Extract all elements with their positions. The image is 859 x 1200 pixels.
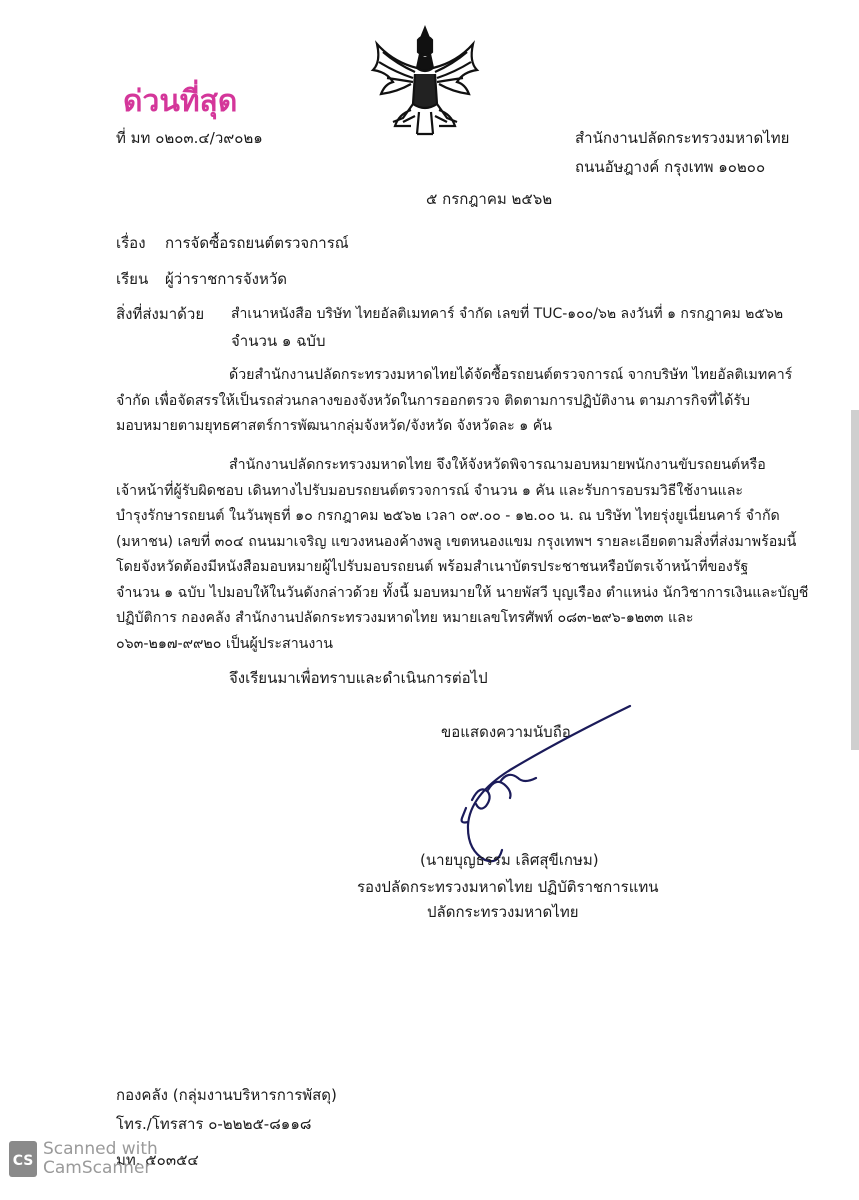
paragraph-2-line: (มหาชน) เลขที่ ๓๐๔ ถนนมาเจริญ แขวงหนองค้างพลู เขตหนองแขม กรุงเทพฯ รายละเอียดตามสิ่งที่ส่งมาพร้อมนี้: [116, 533, 797, 550]
paragraph-1-line: ด้วยสำนักงานปลัดกระทรวงมหาดไทยได้จัดซื้อรถยนต์ตรวจการณ์ จากบริษัท ไทยอัลติเมทคาร์: [229, 367, 793, 383]
letter-date: ๕ กรกฎาคม ๒๕๖๒: [426, 190, 553, 208]
subject-label: เรื่อง: [116, 234, 146, 252]
office-address: ถนนอัษฎางค์ กรุงเทพ ๑๐๒๐๐: [575, 158, 766, 176]
office-name: สำนักงานปลัดกระทรวงมหาดไทย: [575, 129, 790, 147]
page-edge-marker: [851, 410, 859, 750]
signer-title-2: ปลัดกระทรวงมหาดไทย: [427, 903, 579, 921]
subject-text: การจัดซื้อรถยนต์ตรวจการณ์: [165, 234, 349, 252]
paragraph-2-line: บำรุงรักษารถยนต์ ในวันพุธที่ ๑๐ กรกฎาคม ๒๕๖๒ เวลา ๐๙.๐๐ - ๑๒.๐๐ น. ณ บริษัท ไทยรุ่งยูเนี่ยนคาร์ จำกัด: [116, 508, 780, 524]
watermark-line-2: CamScanner: [43, 1158, 152, 1178]
watermark-line-1: Scanned with: [43, 1139, 158, 1159]
enclosure-text: สำเนาหนังสือ บริษัท ไทยอัลติเมทคาร์ จำกัด เลขที่ TUC-๑๐๐/๖๒ ลงวันที่ ๑ กรกฎาคม ๒๕๖๒: [231, 306, 784, 322]
footer-department: กองคลัง (กลุ่มงานบริหารการพัสดุ): [116, 1086, 337, 1104]
reference-number: ที่ มท ๐๒๐๓.๔/ว๙๐๒๑: [116, 129, 263, 147]
paragraph-2-line: เจ้าหน้าที่ผู้รับผิดชอบ เดินทางไปรับมอบรถยนต์ตรวจการณ์ จำนวน ๑ คัน และรับการอบรมวิธีใช้งานและ: [116, 482, 744, 499]
paragraph-2-line: ๐๖๓-๒๑๗-๙๙๒๐ เป็นผู้ประสานงาน: [116, 635, 333, 652]
paragraph-1-line: จำกัด เพื่อจัดสรรให้เป็นรถส่วนกลางของจังหวัดในการออกตรวจ ติดตามการปฏิบัติงาน ตามภารกิจที่ได้รับ: [116, 392, 750, 409]
paragraph-1-line: มอบหมายตามยุทธศาสตร์การพัฒนากลุ่มจังหวัด/จังหวัด จังหวัดละ ๑ คัน: [116, 418, 552, 434]
camscanner-watermark: [43, 1140, 158, 1178]
to-label: เรียน: [116, 270, 149, 288]
enclosure-label: สิ่งที่ส่งมาด้วย: [116, 305, 205, 323]
camscanner-logo-icon: [8, 1140, 38, 1178]
regards-text: ขอแสดงความนับถือ: [441, 723, 571, 741]
footer-phone: โทร./โทรสาร ๐-๒๒๒๕-๘๑๑๘: [116, 1115, 312, 1133]
paragraph-2: [116, 453, 809, 657]
enclosure-quantity: จำนวน ๑ ฉบับ: [231, 332, 326, 350]
paragraph-2-line: โดยจังหวัดต้องมีหนังสือมอบหมายผู้ไปรับมอบรถยนต์ พร้อมสำเนาบัตรประชาชนหรือบัตรเจ้าหน้าที่ของรัฐ: [116, 559, 749, 575]
paragraph-2-line: จำนวน ๑ ฉบับ ไปมอบให้ในวันดังกล่าวด้วย ทั้งนี้ มอบหมายให้ นายพัสวี บุญเรือง ตำแหน่ง นักวิชาการเงินและบัญชี: [116, 584, 809, 601]
signer-title-1: รองปลัดกระทรวงมหาดไทย ปฏิบัติราชการแทน: [357, 878, 659, 896]
signature: [440, 700, 640, 870]
to-text: ผู้ว่าราชการจังหวัด: [165, 270, 288, 288]
garuda-emblem-icon: [363, 22, 488, 140]
svg-text:CS: CS: [12, 1153, 34, 1169]
urgency-stamp: ด่วนที่สุด: [123, 84, 238, 119]
footer-code: มท. ๕๐๓๕๔: [116, 1151, 199, 1169]
paragraph-2-line: ปฏิบัติการ กองคลัง สำนักงานปลัดกระทรวงมหาดไทย หมายเลขโทรศัพท์ ๐๘๓-๒๙๖-๑๒๓๓ และ: [116, 610, 694, 626]
closing-line: จึงเรียนมาเพื่อทราบและดำเนินการต่อไป: [229, 669, 488, 687]
signer-name: (นายบุญธรรม เลิศสุขีเกษม): [420, 851, 599, 869]
paragraph-1: [116, 363, 793, 440]
paragraph-2-line: สำนักงานปลัดกระทรวงมหาดไทย จึงให้จังหวัดพิจารณามอบหมายพนักงานขับรถยนต์หรือ: [229, 457, 766, 473]
